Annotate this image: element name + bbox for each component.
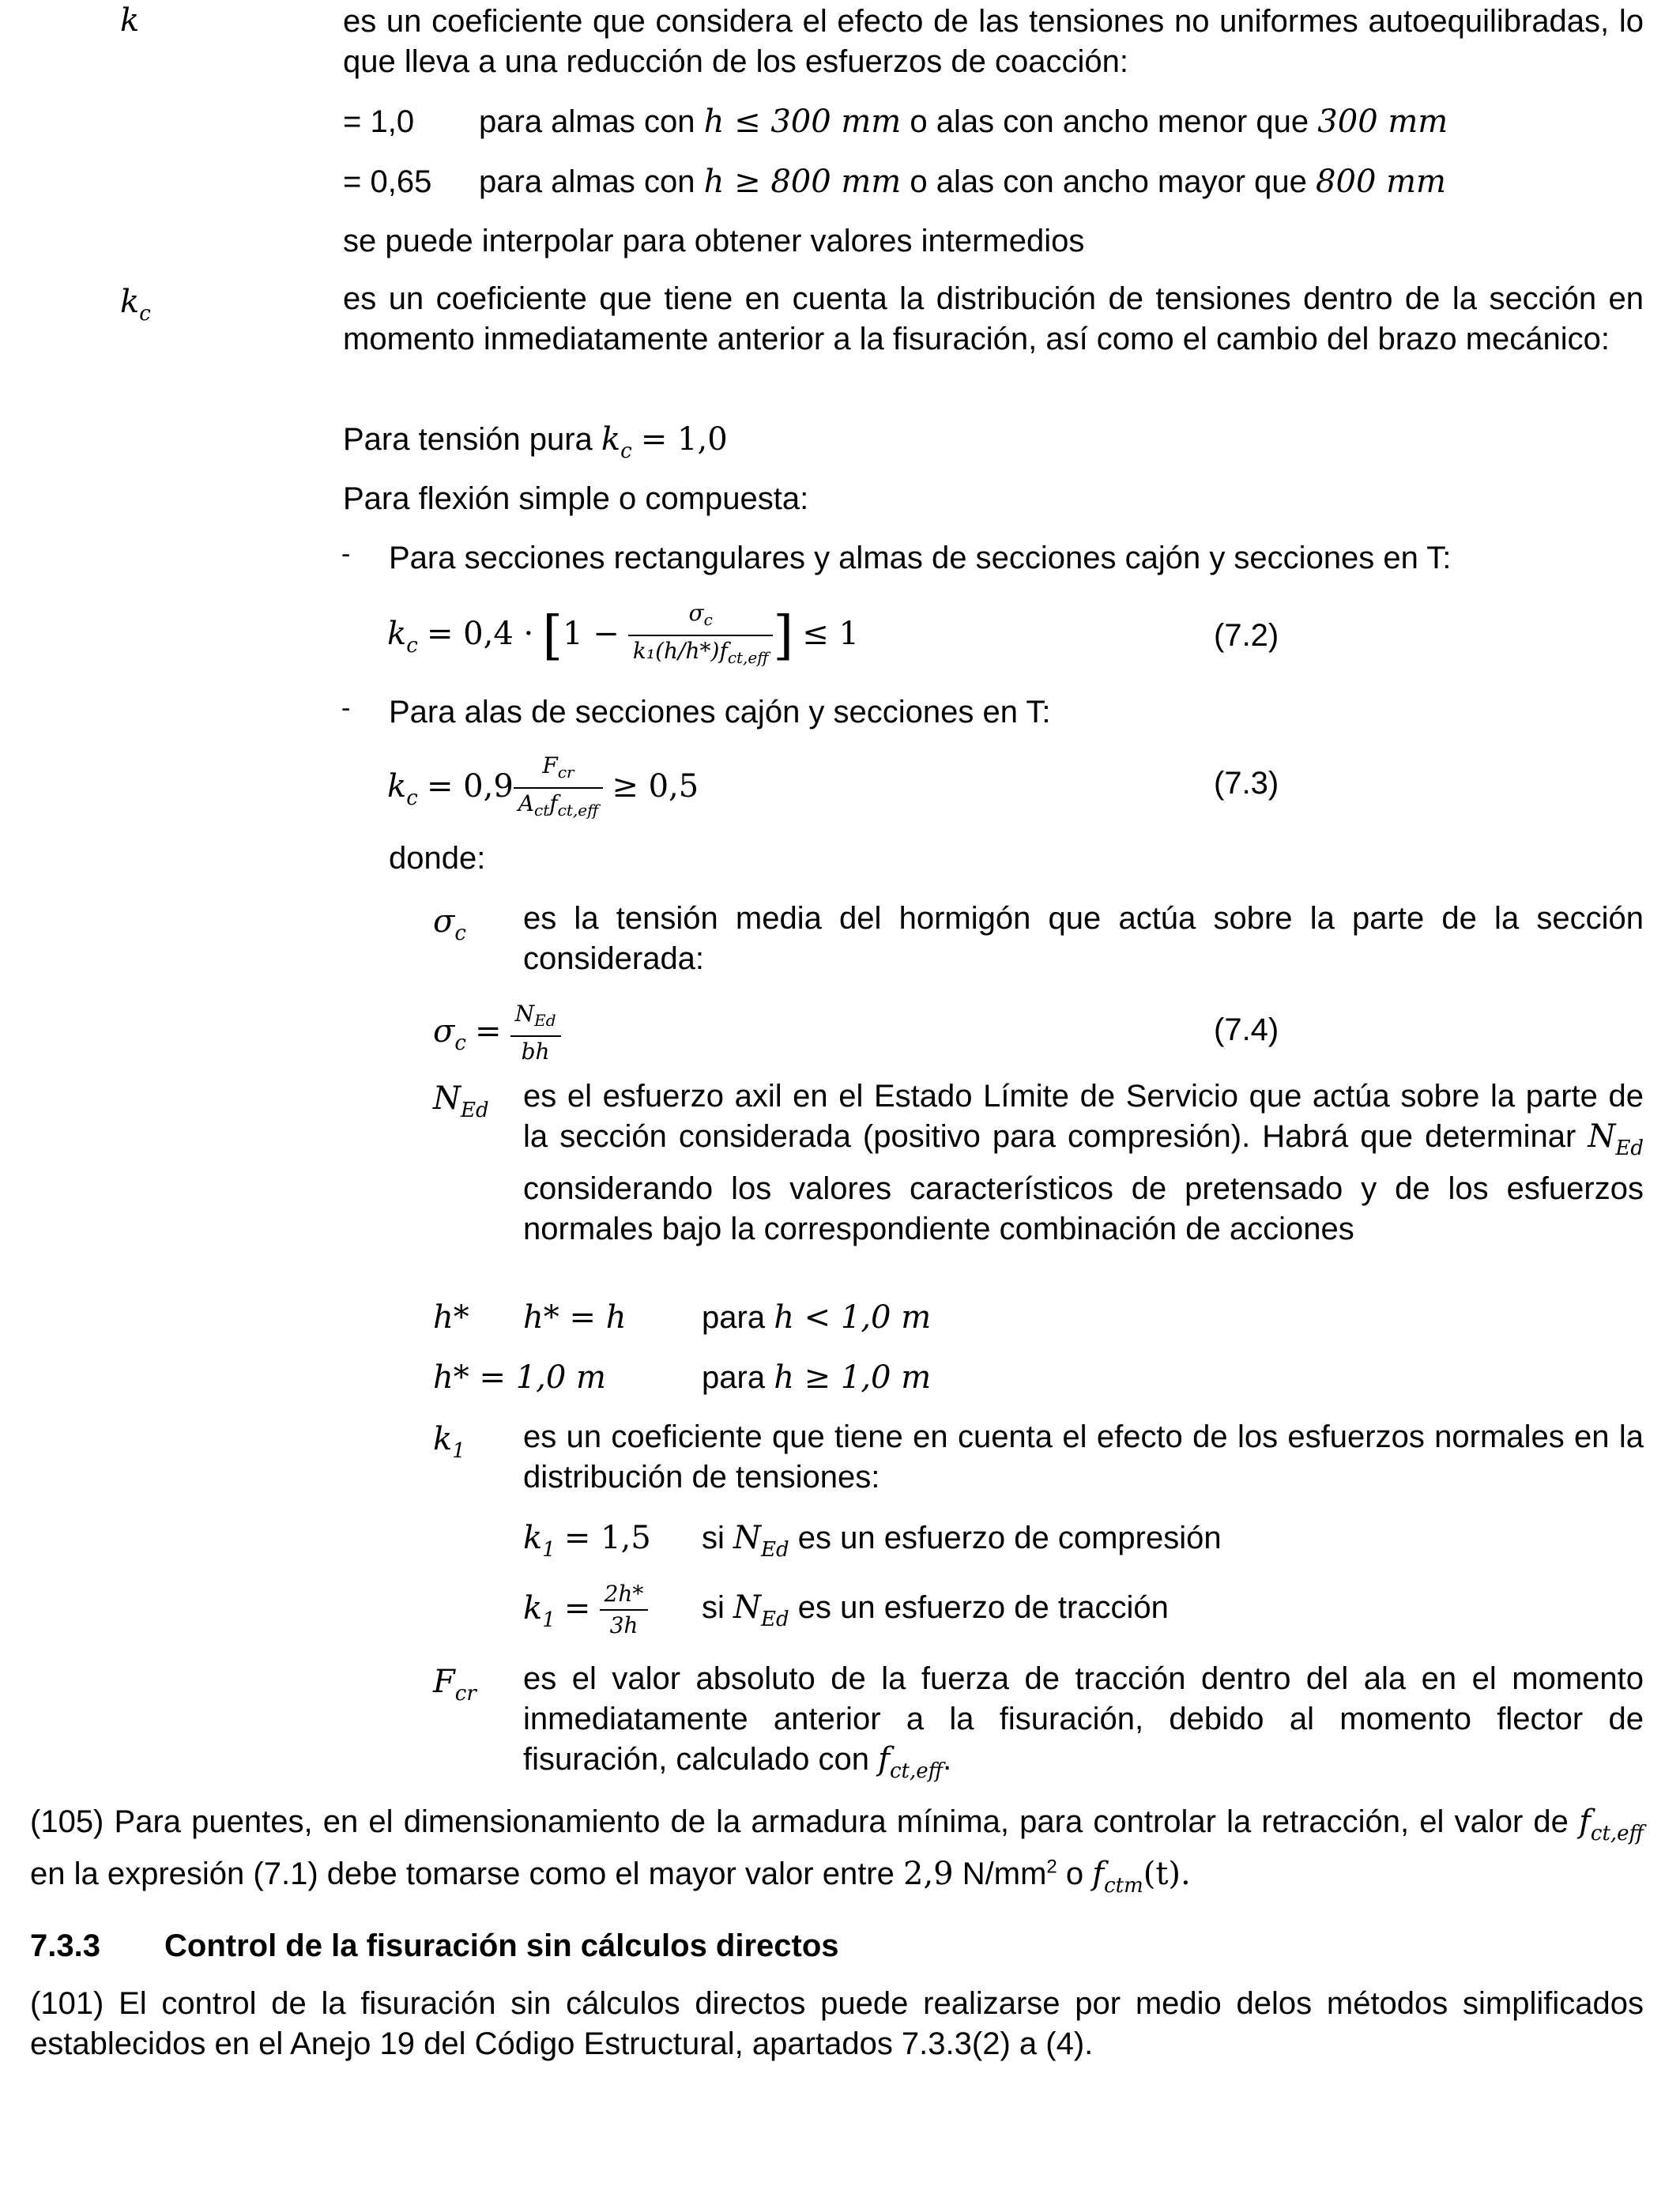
hstar-row1-eq: h* = h	[523, 1299, 627, 1336]
donde-label: donde:	[389, 841, 486, 876]
paragraph-101: (101) El control de la fisuración sin cálculos directos puede realizarse por medio delos métodos simplificados establecidos en el Anejo 19 del Código Estructural, apartados 7.3.3(2) a (4).	[30, 1986, 1644, 2061]
symbol-hstar: h*	[433, 1299, 469, 1336]
kc-pure-tension-math: = 1,0	[640, 421, 728, 458]
k-description: es un coeficiente que considera el efecto de las tensiones no uniformes autoequilibradas, lo que lleva a una reducción de los esfuerzos de coacción:	[343, 4, 1644, 79]
rect-text: Para secciones rectangulares y almas de secciones cajón y secciones en T:	[389, 541, 1452, 575]
kc-pure-tension-text: Para tensión pura	[343, 422, 593, 457]
fcr-description: es el valor absoluto de la fuerza de tracción dentro del ala en el momento inmediatamente anterior a la fisuración, debido al momento flector de fisuración, calculado con $f_{ct,eff}$.	[523, 1661, 1644, 1783]
k-case2-value: = 0,65	[343, 164, 432, 199]
ned-description: es el esfuerzo axil en el Estado Límite de Servicio que actúa sobre la parte de la sección considerada (positivo para compresión). Habrá que determinar $N_{Ed}$ considerando los valores característicos de pretensado y de los esfuerzos normales bajo la correspondiente combinación de acciones	[523, 1079, 1644, 1246]
hstar-row2-eq: h* = 1,0 m	[433, 1359, 606, 1396]
k-interp-text: se puede interpolar para obtener valores intermedios	[343, 224, 1085, 258]
eq72-fraction: $\frac{\sigma_c}{k_1(h/h*)f_{ct,eff}}$	[628, 600, 774, 671]
symbol-kc: $k_c$	[120, 284, 151, 326]
k1-case2-math: $k_1$ = $\frac{2h*}{3h}$	[523, 1569, 648, 1660]
k-case1-text-a: para almas con	[479, 104, 695, 139]
k-case1-math: h ≤ 300 mm	[703, 104, 902, 140]
k-case2-text-b: o alas con ancho mayor que	[910, 164, 1307, 199]
eq73-fraction: $\frac{F_{cr}}{A_{ct}f_{ct,eff}}$	[514, 752, 603, 824]
symbol-ned: $N_{Ed}$	[433, 1080, 489, 1122]
k1-fraction: $\frac{2h*}{3h}$	[600, 1581, 649, 1639]
eq73-number: (7.3)	[1214, 766, 1279, 801]
k-case2-text-a: para almas con	[479, 164, 695, 199]
rect-bullet: -	[341, 539, 351, 569]
hstar-row1-cond: para h < 1,0 m	[702, 1299, 932, 1336]
eq74-fraction: $\frac{N_{Ed}}{bh}$	[510, 1001, 561, 1065]
eq72-number: (7.2)	[1214, 618, 1279, 653]
k-case2-text	[479, 161, 1446, 202]
paragraph-105: (105) Para puentes, en el dimensionamiento de la armadura mínima, para controlar la retracción, el valor de $f_{ct,eff}$ en la expresión (7.1) debe tomarse como el mayor valor entre 2,9 $N/mm^2$ o $f_{ctm}(t)$.	[30, 1804, 1644, 1898]
section-title: Control de la fisuración sin cálculos directos	[164, 1928, 839, 1963]
symbol-k: k	[120, 2, 140, 39]
k-case1-math2: 300 mm	[1317, 104, 1448, 140]
symbol-sigma-c: $\sigma_c$	[433, 903, 466, 945]
section-number: 7.3.3	[30, 1928, 100, 1963]
k-case1-text-b: o alas con ancho menor que	[910, 104, 1309, 139]
kc-description: es un coeficiente que tiene en cuenta la distribución de tensiones dentro de la sección en momento inmediatamente anterior a la fisuración, así como el cambio del brazo mecánico:	[343, 281, 1644, 356]
k1-case2-text: si $N_{Ed}$ es un esfuerzo de tracción	[702, 1589, 1169, 1631]
k1-case1-math: $k_1 = 1,5$	[523, 1520, 651, 1562]
flange-text: Para alas de secciones cajón y secciones en T:	[389, 695, 1051, 729]
k1-case1-text: si $N_{Ed}$ es un esfuerzo de compresión	[702, 1520, 1222, 1562]
symbol-k1: $k_1$	[433, 1421, 465, 1463]
flange-bullet: -	[341, 693, 351, 723]
sigma-description: es la tensión media del hormigón que actúa sobre la parte de la sección considerada:	[523, 901, 1644, 976]
k-case1-value: = 1,0	[343, 104, 415, 139]
kc-pure-tension: Para tensión pura $k_c = 1,0$	[343, 421, 728, 463]
kc-bending-text: Para flexión simple o compuesta:	[343, 481, 809, 516]
k1-description: es un coeficiente que tiene en cuenta el efecto de los esfuerzos normales en la distribución de tensiones:	[523, 1419, 1644, 1495]
k-case2-math: h ≥ 800 mm	[703, 164, 902, 200]
hstar-row2-cond: para h ≥ 1,0 m	[702, 1359, 932, 1396]
equation-7-3: $k_c = 0,9$ $\frac{F_{cr}}{A_{ct}f_{ct,eff}}$ ≥ 0,5	[387, 747, 699, 838]
symbol-fcr: $F_{cr}$	[433, 1664, 477, 1706]
k-case2-math2: 800 mm	[1316, 164, 1446, 200]
eq74-number: (7.4)	[1214, 1012, 1279, 1047]
equation-7-2: $k_c = 0,4 \cdot [1$ − $\frac{\sigma_c}{k_1(h/h*)f_{ct,eff}}$ ] ≤ 1	[387, 594, 859, 685]
k-case1-text	[479, 101, 1448, 142]
equation-7-4: $\sigma_c$ = $\frac{N_{Ed}}{bh}$	[433, 992, 561, 1083]
